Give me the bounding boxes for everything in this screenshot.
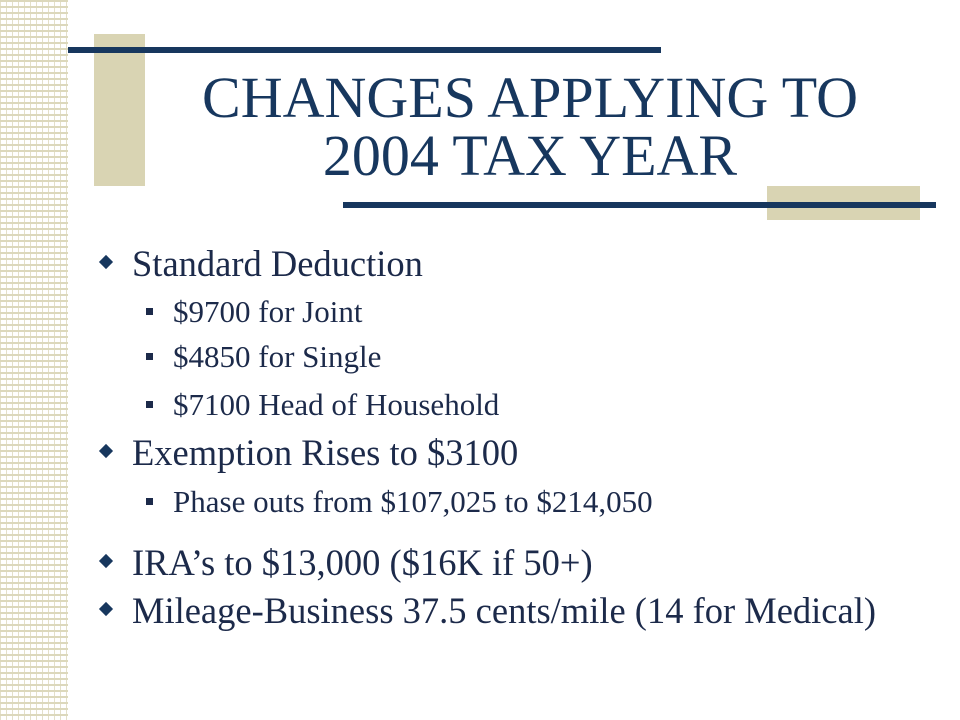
bullet-ira: IRA’s to $13,000 ($16K if 50+) xyxy=(132,542,593,583)
bullet-exemption: Exemption Rises to $3100 xyxy=(132,432,519,473)
sub-bullet-head-of-household: $7100 Head of Household xyxy=(173,387,500,422)
bullet-mileage: Mileage-Business 37.5 cents/mile (14 for Medical) xyxy=(132,590,877,631)
left-plaid-strip xyxy=(0,0,68,720)
square-bullet-icon xyxy=(146,401,153,408)
diamond-bullet-icon xyxy=(99,602,113,616)
slide-title-line-1: CHANGES APPLYING TO xyxy=(202,65,858,130)
navy-rule-top xyxy=(68,47,661,53)
square-bullet-icon xyxy=(146,308,153,315)
square-bullet-icon xyxy=(146,353,153,360)
bullet-standard-deduction: Standard Deduction xyxy=(132,243,423,284)
sub-bullet-joint: $9700 for Joint xyxy=(173,294,363,329)
diamond-bullet-icon xyxy=(99,255,113,269)
square-bullet-icon xyxy=(146,498,153,505)
diamond-bullet-icon xyxy=(99,444,113,458)
navy-rule-bottom xyxy=(343,202,936,208)
diamond-bullet-icon xyxy=(99,554,113,568)
sub-bullet-phase-outs: Phase outs from $107,025 to $214,050 xyxy=(173,484,653,519)
slide-title-line-2: 2004 TAX YEAR xyxy=(322,123,738,188)
sub-bullet-single: $4850 for Single xyxy=(173,339,382,374)
